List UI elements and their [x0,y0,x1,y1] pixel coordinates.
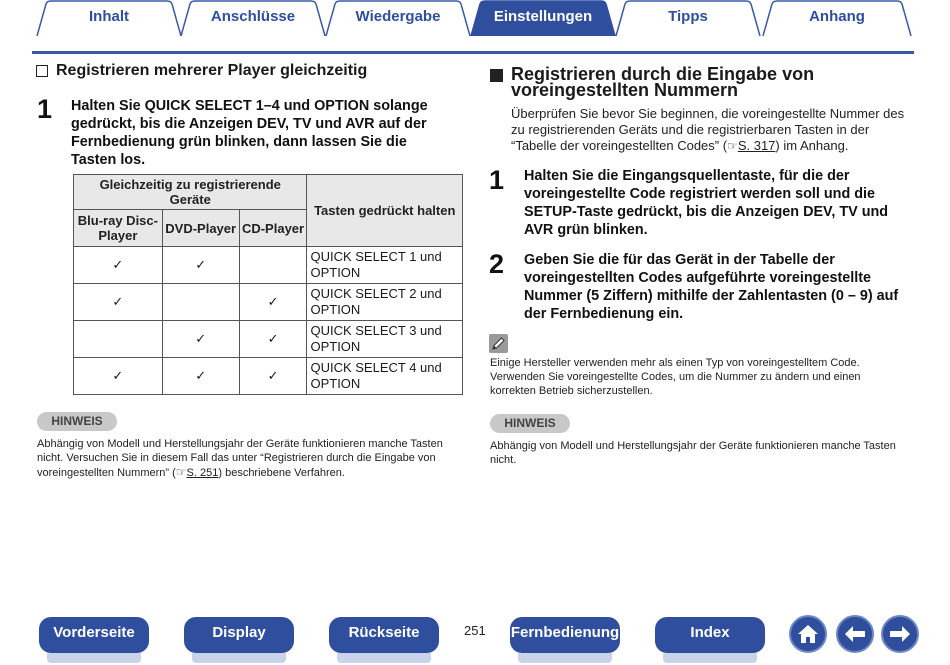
cell-bluray [74,321,163,358]
cell-buttons [307,358,463,395]
pointing-hand-icon: ☞ [175,465,187,479]
cell-dvd [162,284,239,321]
tab-label: Anschlüsse [210,8,296,25]
tab-label: Tipps [668,8,708,25]
tab-anschluesse[interactable] [180,0,326,36]
hinweis-badge: HINWEIS [37,412,117,431]
cell-dvd: ✓ [162,247,239,284]
display-button[interactable]: Display [184,617,294,653]
step-2-text [524,251,924,323]
tab-anhang[interactable] [762,0,912,36]
step-line: Tasten los. [71,152,146,168]
note-line [37,465,467,480]
tab-wiedergabe[interactable] [325,0,471,36]
rear-panel-button[interactable]: Rückseite [329,617,439,653]
table-row [74,358,463,395]
cell-line: OPTION [310,339,361,354]
section-heading [490,66,814,98]
cell-line: QUICK SELECT 4 und [310,360,442,375]
tab-inhalt[interactable] [36,0,182,36]
cell-buttons [307,247,463,284]
cell-line: OPTION [310,265,361,280]
cell-cd: ✓ [239,358,307,395]
note-line: nicht. Versuchen Sie in diesem Fall das unter “Registrieren durch die Eingabe von [37,452,436,464]
note-line: Abhängig von Modell und Herstellungsjahr der Geräte funktionieren manche Tasten [490,440,896,452]
cell-bluray: ✓ [74,358,163,395]
page-number: 251 [464,623,486,638]
memo-line: Verwenden Sie voreingestellte Codes, um die Nummer zu ändern und einen [490,371,861,383]
cell-buttons [307,321,463,358]
header-dvd: DVD-Player [162,210,239,247]
intro-text [511,106,911,154]
heading-text [511,66,814,98]
heading-line: voreingestellten Nummern [511,80,739,100]
note-text-segment: voreingestellten Nummern” ( [37,467,176,479]
step-number: 1 [37,94,53,124]
step-line: der Fernbedienung ein. [524,306,684,322]
intro-text-segment: ) im Anhang. [775,138,849,153]
arrow-right-icon [887,621,913,647]
heading-line: Registrieren durch die Eingabe von [511,64,815,84]
step-line: voreingestellte Code registriert werden soll und die [524,186,876,202]
note-line: nicht. [490,454,517,466]
home-icon [795,621,821,647]
cell-line: QUICK SELECT 2 und [310,286,442,301]
step-line: Nummer (5 Ziffern) mithilfe der Zahlentasten (0 – 9) auf [524,288,899,304]
step-line: Halten Sie die Eingangsquellentaste, für die der [524,168,850,184]
cell-bluray: ✓ [74,284,163,321]
pencil-icon [489,334,508,353]
arrow-left-icon [842,621,868,647]
back-button[interactable] [836,615,874,653]
step-1-text [524,167,919,239]
registration-table [73,174,463,395]
note-text-segment: ) beschriebene Verfahren. [218,467,345,479]
tab-label: Einstellungen [493,8,593,25]
tab-label: Wiedergabe [355,8,441,25]
memo-line: Einige Hersteller verwenden mehr als einen Typ von voreingestelltem Code. [490,357,860,369]
step-line: SETUP-Taste gedrückt, bis die Anzeigen DEV, TV und [524,204,889,220]
memo-text [490,356,910,398]
cell-line: OPTION [310,302,361,317]
page-251-link[interactable]: S. 251 [186,467,219,479]
front-panel-button[interactable]: Vorderseite [39,617,149,653]
cell-buttons [307,284,463,321]
step-line: Geben Sie die für das Gerät in der Tabelle der [524,252,835,268]
tab-label: Inhalt [89,8,129,25]
remote-control-button[interactable]: Fernbedienung [510,617,620,653]
step-line: voreingestellten Codes aufgeführte voreingestellte [524,270,872,286]
hinweis-text [37,437,467,480]
table-row [74,247,463,284]
header-cd: CD-Player [239,210,307,247]
cell-dvd: ✓ [162,358,239,395]
intro-line: zu registrierenden Geräts und die registrierbaren Tasten in der [511,122,870,137]
hinweis-badge: HINWEIS [490,414,570,433]
header-line: Blu-ray Disc- [77,213,158,228]
cell-cd [239,247,307,284]
cell-cd: ✓ [239,284,307,321]
index-button[interactable]: Index [655,617,765,653]
cell-cd: ✓ [239,321,307,358]
header-buttons: Tasten gedrückt halten [307,175,463,247]
memo-line: korrekten Betrieb sicherzustellen. [490,385,653,397]
tab-label: Anhang [809,8,865,25]
header-line: Gleichzeitig zu registrierende [99,177,281,192]
page-317-link[interactable]: S. 317 [737,138,776,153]
tab-einstellungen[interactable] [470,0,616,36]
table-row [74,321,463,358]
header-line: Geräte [169,192,211,207]
cell-line: QUICK SELECT 1 und [310,249,442,264]
cell-bluray: ✓ [74,247,163,284]
step-line: gedrückt, bis die Anzeigen DEV, TV und AVR auf der [71,116,427,132]
pointing-hand-icon: ☞ [727,139,738,153]
subheading-multiple-players [36,62,367,80]
step-number: 2 [489,249,505,279]
tab-bar-baseline [32,51,914,54]
note-line: Abhängig von Modell und Herstellungsjahr der Geräte funktionieren manche Tasten [37,438,443,450]
tab-tipps[interactable] [615,0,761,36]
forward-button[interactable] [881,615,919,653]
table-row [74,284,463,321]
cell-line: OPTION [310,376,361,391]
step-1-text [71,97,466,169]
step-number: 1 [489,165,505,195]
square-bullet-icon [490,69,503,82]
header-devices [74,175,307,210]
step-line: Halten Sie QUICK SELECT 1–4 und OPTION solange [71,98,428,114]
step-line: Fernbedienung grün blinken, dann lassen Sie die [71,134,407,150]
home-button[interactable] [789,615,827,653]
cell-dvd: ✓ [162,321,239,358]
checkbox-bullet-icon [36,65,48,77]
header-line: Player [98,228,138,243]
intro-line: Überprüfen Sie bevor Sie beginnen, die voreingestellte Nummer des [511,106,905,121]
header-bluray [74,210,163,247]
intro-line [511,138,911,154]
cell-line: QUICK SELECT 3 und [310,323,442,338]
subheading-text: Registrieren mehrerer Player gleichzeitig [56,62,368,79]
hinweis-text [490,439,920,467]
intro-text-segment: “Tabelle der voreingestellten Codes” ( [511,138,728,153]
step-line: AVR grün blinken. [524,222,648,238]
